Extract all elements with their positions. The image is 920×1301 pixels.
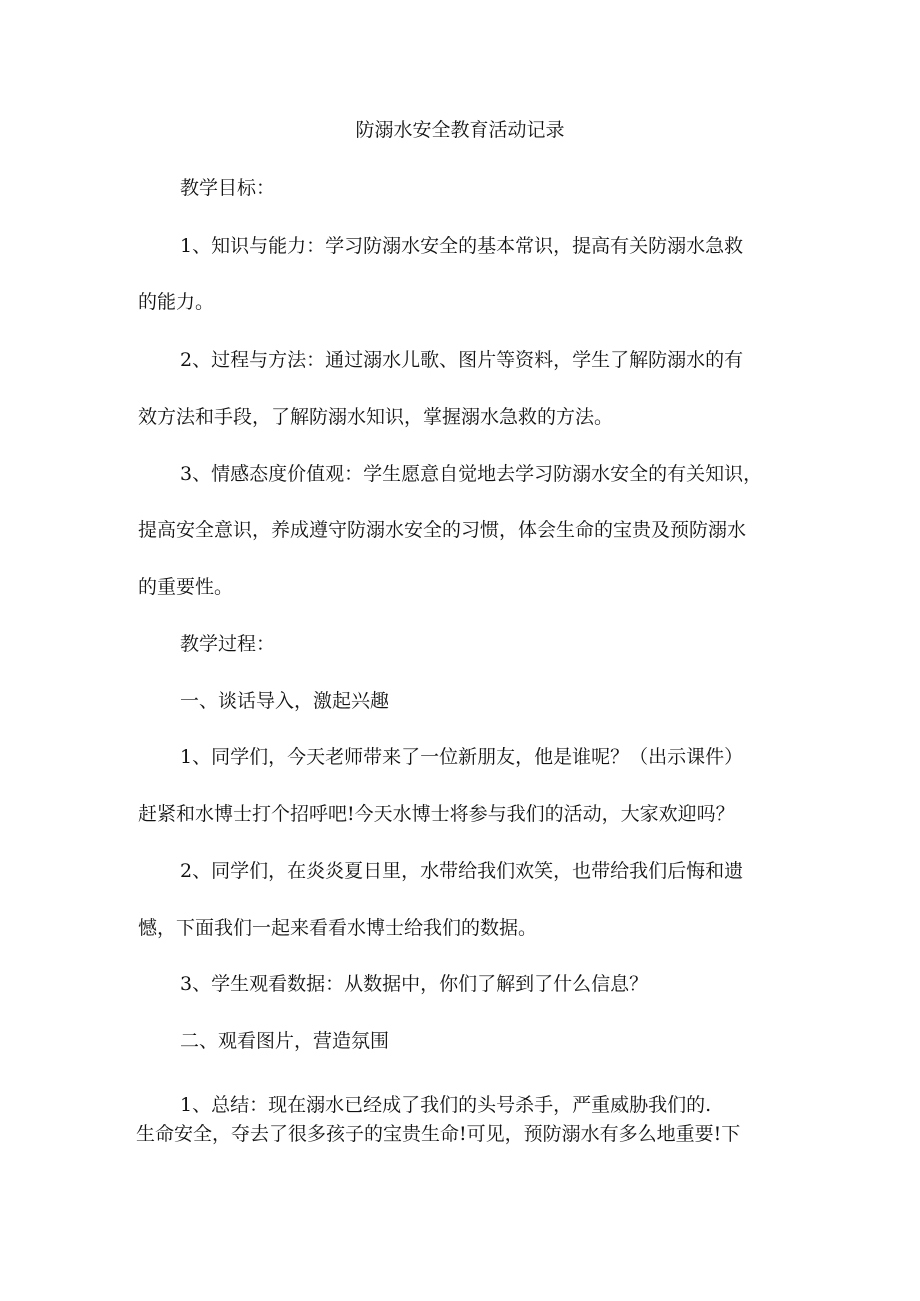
paragraph-line: 赶紧和水博士打个招呼吧!今天水博士将参与我们的活动，大家欢迎吗？ [138, 803, 735, 825]
section-heading: 教学过程： [180, 633, 276, 655]
paragraph-line: 的重要性。 [138, 576, 234, 598]
paragraph-line: 效方法和手段，了解防溺水知识，掌握溺水急救的方法。 [138, 406, 614, 428]
paragraph-line: 3、情感态度价值观：学生愿意自觉地去学习防溺水安全的有关知识， [180, 463, 763, 485]
paragraph-line: 憾，下面我们一起来看看水博士给我们的数据。 [138, 917, 538, 939]
section-heading: 二、观看图片，营造氛围 [180, 1030, 390, 1052]
paragraph-line: 1、知识与能力：学习防溺水安全的基本常识，提高有关防溺水急救 [180, 235, 744, 257]
paragraph-line: 2、同学们，在炎炎夏日里，水带给我们欢笑，也带给我们后悔和遗 [180, 860, 744, 882]
paragraph-line: 3、学生观看数据：从数据中，你们了解到了什么信息？ [180, 973, 649, 995]
section-heading: 教学目标： [180, 177, 276, 199]
document-title: 防溺水安全教育活动记录 [355, 119, 565, 141]
paragraph-line: 生命安全，夺去了很多孩子的宝贵生命!可见，预防溺水有多么地重要!下 [136, 1123, 741, 1145]
section-heading: 一、谈话导入，激起兴趣 [180, 690, 390, 712]
paragraph-line: 1、同学们，今天老师带来了一位新朋友，他是谁呢？（出示课件） [180, 746, 744, 768]
paragraph-line: 提高安全意识，养成遵守防溺水安全的习惯，体会生命的宝贵及预防溺水 [138, 519, 747, 541]
paragraph-line: 的能力。 [138, 291, 215, 313]
paragraph-line: 1、总结：现在溺水已经成了我们的头号杀手，严重威胁我们的. [180, 1094, 712, 1116]
paragraph-line: 2、过程与方法：通过溺水儿歌、图片等资料，学生了解防溺水的有 [180, 349, 744, 371]
